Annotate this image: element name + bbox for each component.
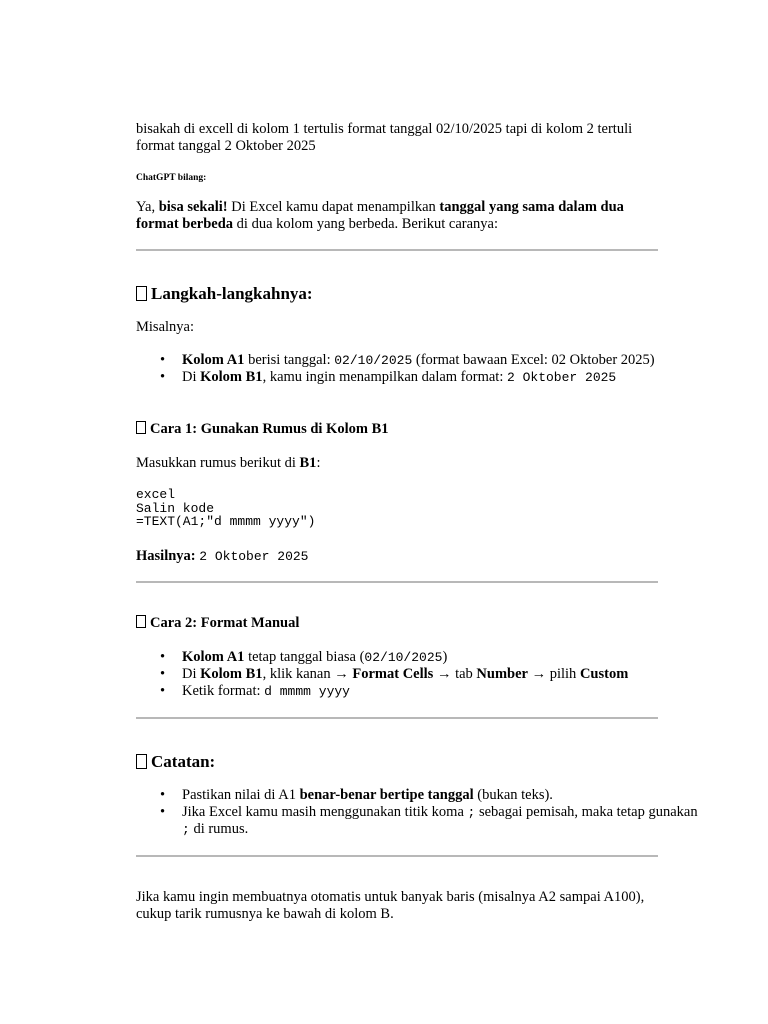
list-item: • Di Kolom B1, kamu ingin menampilkan dalam format: 2 Oktober 2025 — [182, 369, 704, 386]
code-block — [136, 488, 658, 529]
catatan-list — [136, 787, 704, 838]
example-list — [136, 352, 704, 386]
list-item: • Kolom A1 berisi tanggal: 02/10/2025 (format bawaan Excel: 02 Oktober 2025) — [182, 352, 704, 369]
arrow-icon: → — [531, 666, 547, 682]
closing-paragraph: Jika kamu ingin membuatnya otomatis untuk banyak baris (misalnya A2 sampai A100), cukup tarik rumusnya ke bawah di kolom B. — [136, 889, 645, 922]
arrow-icon: → — [436, 666, 452, 682]
cara1-instruction: Masukkan rumus berikut di B1: — [136, 455, 321, 471]
cara1-heading: Cara 1: Gunakan Rumus di Kolom B1 — [136, 421, 658, 438]
divider — [136, 249, 658, 251]
cara2-list — [136, 649, 704, 700]
user-question: bisakah di excell di kolom 1 tertulis format tanggal 02/10/2025 tapi di kolom 2 tertuli format tanggal 2 Oktober 2025 — [136, 121, 633, 154]
divider — [136, 581, 658, 583]
missing-glyph-icon — [136, 286, 147, 301]
list-item: • Kolom A1 tetap tanggal biasa (02/10/2025) — [182, 649, 704, 666]
list-item: • Ketik format: d mmmm yyyy — [182, 683, 704, 700]
list-item: • Jika Excel kamu masih menggunakan titik koma ; sebagai pemisah, maka tetap gunakan ; di rumus. — [182, 804, 704, 838]
divider — [136, 717, 658, 719]
copy-code-button[interactable]: Salin kode — [136, 500, 215, 516]
cara1-result: Hasilnya: 2 Oktober 2025 — [136, 548, 309, 564]
arrow-icon: → — [334, 666, 349, 682]
misalnya-text: Misalnya: — [136, 319, 194, 335]
missing-glyph-icon — [136, 754, 147, 769]
cara2-heading: Cara 2: Format Manual — [136, 615, 658, 632]
intro-paragraph: Ya, bisa sekali! Di Excel kamu dapat menampilkan tanggal yang sama dalam dua format berbeda di dua kolom yang berbeda. Berikut caranya: — [136, 199, 624, 232]
speaker-label: ChatGPT bilang: — [136, 173, 207, 183]
list-item: • Di Kolom B1, klik kanan → Format Cells → tab Number → pilih Custom — [182, 666, 704, 683]
divider — [136, 855, 658, 857]
list-item: • Pastikan nilai di A1 benar-benar bertipe tanggal (bukan teks). — [182, 787, 704, 804]
code-language: excel — [136, 487, 176, 502]
missing-glyph-icon — [136, 421, 146, 434]
missing-glyph-icon — [136, 615, 146, 628]
catatan-heading: Catatan: — [136, 752, 658, 772]
formula-code: =TEXT(A1;"d mmmm yyyy") — [136, 514, 316, 529]
steps-heading: Langkah-langkahnya: — [136, 284, 658, 304]
